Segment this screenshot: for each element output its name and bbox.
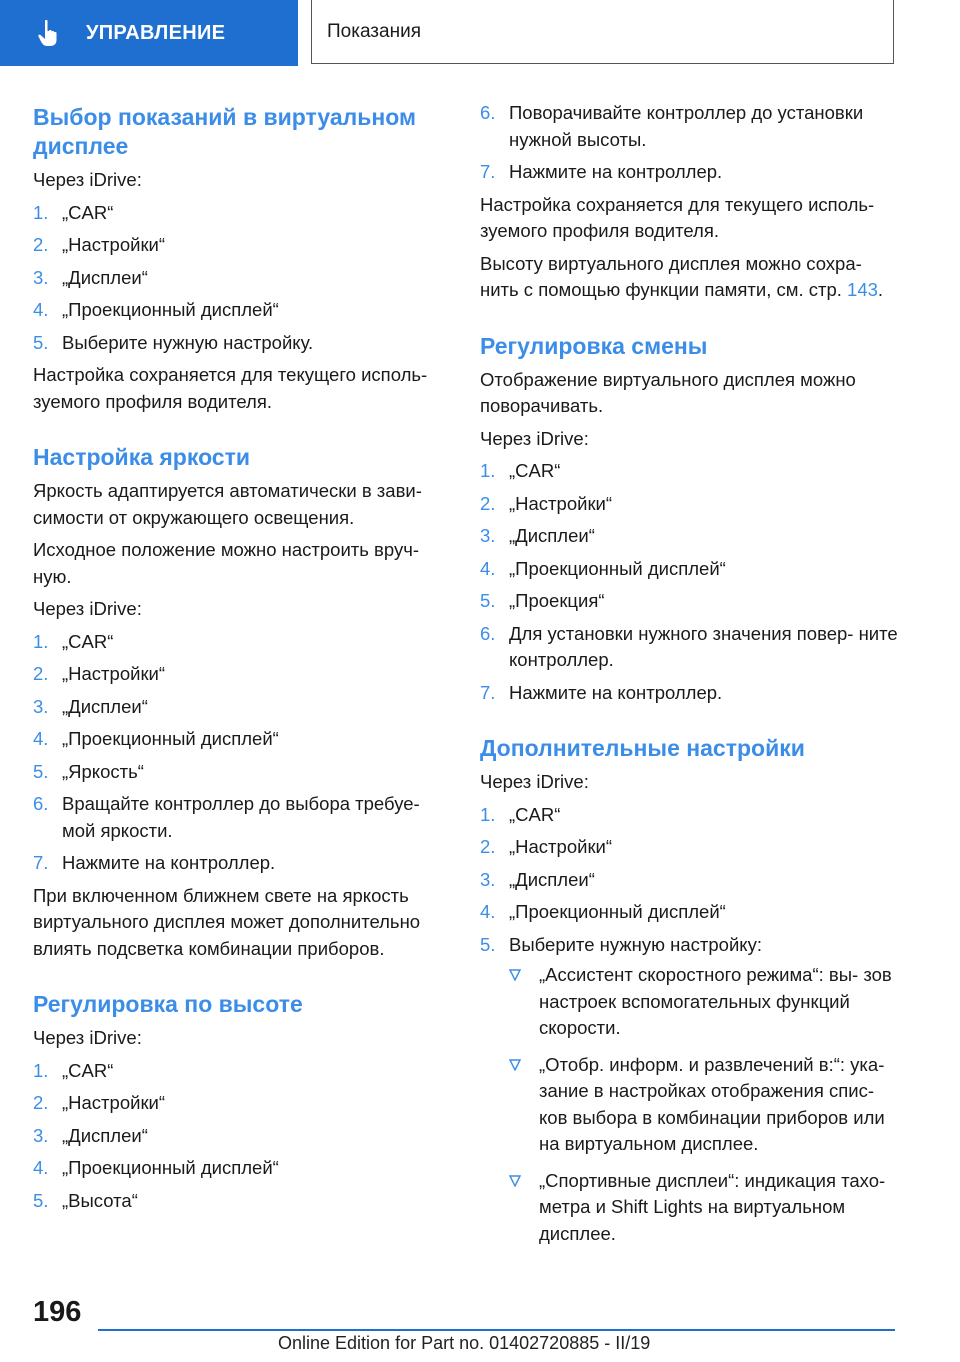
list-item <box>480 680 900 707</box>
intro-text: Через iDrive: <box>480 771 589 792</box>
step-text: „Дисплеи“ <box>62 695 148 717</box>
list-item <box>480 588 900 615</box>
step-number: 1. <box>33 630 49 652</box>
step-number: 3. <box>33 1124 49 1146</box>
step-text: „Дисплеи“ <box>509 525 595 546</box>
step-text: „CAR“ <box>509 803 561 825</box>
memory-end: . <box>877 279 884 300</box>
step-text: Выберите нужную настройку: <box>509 933 762 955</box>
note-text: Настройка сохраняется для текущего исполь- зуемого профиля водителя. <box>480 193 875 241</box>
intro-text: Через iDrive: <box>480 427 589 449</box>
chapter-label: Показания <box>327 20 421 42</box>
footer-divider <box>98 1329 895 1331</box>
steps-list <box>33 1058 439 1215</box>
step-text: „CAR“ <box>509 460 561 481</box>
section-tab <box>0 0 298 66</box>
intro-text: Через iDrive: <box>33 169 142 190</box>
option-item <box>509 1168 900 1248</box>
list-item <box>480 899 900 926</box>
step-number: 2. <box>33 663 49 684</box>
step-text: „Дисплеи“ <box>62 1124 148 1146</box>
steps-list <box>480 100 900 186</box>
step-text: „Настройки“ <box>62 663 166 684</box>
step-number: 1. <box>33 1059 49 1081</box>
step-number: 3. <box>33 695 49 717</box>
step-text: „Настройки“ <box>62 234 166 255</box>
list-item <box>33 661 439 688</box>
body-text: Яркость адаптируется автоматически в зави- симости от окружающего освещения. <box>33 480 422 528</box>
list-item <box>33 726 439 753</box>
list-item <box>33 297 439 324</box>
triangle-bullet-icon <box>509 1175 521 1187</box>
heading-rotation-adjust: Регулировка смены <box>480 332 708 359</box>
step-text: Выберите нужную настройку. <box>62 331 314 353</box>
step-number: 7. <box>480 161 496 182</box>
heading-select-display: Выбор показаний в виртуальном дисплее <box>33 104 417 159</box>
options-list <box>509 962 900 1247</box>
step-number: 4. <box>480 557 496 579</box>
list-item <box>480 621 900 674</box>
list-item <box>480 523 900 550</box>
step-text: „Дисплеи“ <box>62 266 148 288</box>
step-text: „Дисплеи“ <box>509 868 595 890</box>
left-column <box>33 100 439 1220</box>
list-item <box>33 694 439 721</box>
list-item <box>480 802 900 829</box>
list-item <box>33 791 439 844</box>
step-text: „CAR“ <box>62 1059 114 1081</box>
step-number: 4. <box>480 901 496 922</box>
step-text: Нажмите на контроллер. <box>509 681 723 703</box>
page-number: 196 <box>33 1296 82 1328</box>
heading-brightness: Настройка яркости <box>33 444 251 470</box>
list-item <box>33 1188 439 1215</box>
right-column <box>480 100 900 1257</box>
list-item <box>33 1058 439 1085</box>
step-text: „Проекция“ <box>509 590 605 611</box>
note-text: Настройка сохраняется для текущего исполь- зуемого профиля водителя. <box>33 364 428 412</box>
heading-height-adjust: Регулировка по высоте <box>33 991 303 1017</box>
step-text: Вращайте контроллер до выбора требуе- мой яркости. <box>62 793 420 841</box>
option-item <box>509 962 900 1042</box>
list-item <box>480 834 900 861</box>
step-number: 6. <box>480 622 496 644</box>
step-text: „Проекционный дисплей“ <box>62 1157 279 1178</box>
step-number: 4. <box>33 728 49 749</box>
list-item <box>33 1155 439 1182</box>
list-item <box>33 265 439 292</box>
option-text: „Ассистент скоростного режима“: вы- зов настроек вспомогательных функций скорости. <box>539 964 892 1038</box>
step-text: „Проекционный дисплей“ <box>62 299 279 320</box>
section-label: УПРАВЛЕНИЕ <box>86 21 226 44</box>
list-item <box>33 330 439 357</box>
step-number: 5. <box>480 933 496 955</box>
step-text: „CAR“ <box>62 630 114 652</box>
step-text: „Проекционный дисплей“ <box>62 728 279 749</box>
list-item <box>33 1123 439 1150</box>
step-number: 2. <box>33 1092 49 1113</box>
step-text: „Настройки“ <box>509 836 613 857</box>
step-text: „Яркость“ <box>62 760 144 782</box>
step-number: 5. <box>480 590 496 611</box>
step-number: 2. <box>480 836 496 857</box>
step-text: „CAR“ <box>62 201 114 223</box>
step-number: 1. <box>480 803 496 825</box>
list-item <box>33 759 439 786</box>
step-number: 4. <box>33 1157 49 1178</box>
step-text: „Высота“ <box>62 1189 138 1211</box>
step-number: 7. <box>480 681 496 703</box>
edition-text: Online Edition for Part no. 01402720885 - II/19 <box>278 1333 651 1353</box>
triangle-bullet-icon <box>509 969 521 981</box>
steps-list <box>480 458 900 706</box>
option-text: „Отобр. информ. и развлечений в:“: ука- зание в настройках отображения спис- ков выбора в комбинации приборов или на виртуальном дисплее. <box>539 1053 885 1154</box>
body-text: Отображение виртуального дисплея можно поворачивать. <box>480 368 856 416</box>
step-text: Нажмите на контроллер. <box>62 852 276 873</box>
hand-touch-icon <box>36 18 66 48</box>
steps-list <box>33 629 439 877</box>
step-text: Поворачивайте контроллер до установки нужной высоты. <box>509 102 864 150</box>
step-number: 5. <box>33 331 49 353</box>
step-number: 7. <box>33 852 49 873</box>
step-number: 4. <box>33 299 49 320</box>
list-item <box>33 200 439 227</box>
step-number: 3. <box>480 525 496 546</box>
step-text: Нажмите на контроллер. <box>509 161 723 182</box>
list-item <box>480 932 900 1248</box>
steps-list <box>33 200 439 357</box>
step-text: „Проекционный дисплей“ <box>509 901 726 922</box>
list-item <box>480 867 900 894</box>
step-number: 5. <box>33 760 49 782</box>
triangle-bullet-icon <box>509 1059 521 1071</box>
step-number: 5. <box>33 1189 49 1211</box>
step-number: 2. <box>33 234 49 255</box>
step-text: „Проекционный дисплей“ <box>509 557 726 579</box>
option-text: „Спортивные дисплеи“: индикация тахо- метра и Shift Lights на виртуальном дисплее. <box>539 1169 886 1244</box>
body-text: Исходное положение можно настроить вруч- ную. <box>33 539 419 587</box>
intro-text: Через iDrive: <box>33 1027 142 1048</box>
list-item <box>33 629 439 656</box>
chapter-header <box>311 0 894 64</box>
list-item <box>480 159 900 186</box>
step-number: 1. <box>33 201 49 223</box>
steps-list <box>480 802 900 1248</box>
option-item <box>509 1052 900 1158</box>
page-link[interactable]: 143 <box>847 279 878 300</box>
step-number: 3. <box>480 868 496 890</box>
step-text: Для установки нужного значения повер- ните контроллер. <box>509 622 898 670</box>
list-item <box>480 458 900 485</box>
step-number: 1. <box>480 460 496 481</box>
step-number: 3. <box>33 266 49 288</box>
list-item <box>33 850 439 877</box>
note-text: При включенном ближнем свете на яркость виртуального дисплея может дополнительно влиять подсветка комбинации приборов. <box>33 884 421 959</box>
heading-additional-settings: Дополнительные настройки <box>480 735 805 761</box>
list-item <box>33 232 439 259</box>
list-item <box>480 491 900 518</box>
step-text: „Настройки“ <box>509 492 613 514</box>
step-number: 6. <box>33 793 49 814</box>
step-number: 2. <box>480 492 496 514</box>
memory-text: Высоту виртуального дисплея можно сохра- нить с помощью функции памяти, см. стр. <box>480 252 862 300</box>
step-text: „Настройки“ <box>62 1092 166 1113</box>
step-number: 6. <box>480 102 496 123</box>
memory-note <box>480 251 900 304</box>
list-item <box>480 556 900 583</box>
intro-text: Через iDrive: <box>33 598 142 619</box>
list-item <box>33 1090 439 1117</box>
list-item <box>480 100 900 153</box>
